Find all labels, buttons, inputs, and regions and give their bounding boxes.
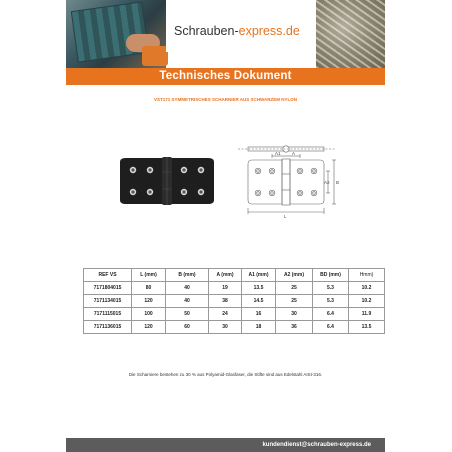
table-cell: 120 — [132, 295, 166, 308]
logo — [174, 24, 300, 38]
tools-photo — [66, 0, 166, 68]
title-band — [66, 68, 385, 85]
table-cell: 25 — [276, 295, 313, 308]
table-cell: 16 — [242, 308, 276, 321]
table-cell: 100 — [132, 308, 166, 321]
table-cell: 10.2 — [349, 295, 385, 308]
table-cell: 10.2 — [349, 282, 385, 295]
product-subtitle: VST171 SYMMETRISCHES SCHARNIER AUS SCHWARZEM NYLON — [153, 97, 298, 102]
col-header: A1 (mm) — [242, 269, 276, 282]
col-header: REF VS — [84, 269, 132, 282]
table-cell: 24 — [209, 308, 242, 321]
table-cell: 120 — [132, 321, 166, 334]
table-row — [84, 282, 385, 295]
col-header: Hmm) — [349, 269, 385, 282]
footer-bar — [66, 438, 385, 452]
col-header: A (mm) — [209, 269, 242, 282]
table-cell: 18 — [242, 321, 276, 334]
table-cell: 6.4 — [313, 321, 349, 334]
footer-email-link[interactable]: kundendienst@schrauben-express.de — [262, 442, 371, 448]
table-cell: 11.9 — [349, 308, 385, 321]
material-note: Die Scharniere bestehen zu 30 % aus Polyamid-Glasfaser, die Stifte sind aus Edelstahl AISI-316. — [128, 372, 323, 377]
logo-main: Schrauben- — [174, 24, 239, 38]
table-cell: 5.3 — [313, 295, 349, 308]
table-cell: 25 — [276, 282, 313, 295]
table-cell: 13.5 — [242, 282, 276, 295]
table-cell: 60 — [166, 321, 209, 334]
table-cell: 14.5 — [242, 295, 276, 308]
table-row — [84, 321, 385, 334]
col-header: B (mm) — [166, 269, 209, 282]
table-cell: 7171134015 — [84, 295, 132, 308]
table-cell: 5.3 — [313, 282, 349, 295]
table-cell: 7171136015 — [84, 321, 132, 334]
col-header: BD (mm) — [313, 269, 349, 282]
table-cell: 36 — [276, 321, 313, 334]
header-banner — [66, 0, 385, 68]
screws-photo — [316, 0, 385, 68]
table-cell: 80 — [132, 282, 166, 295]
table-cell: 50 — [166, 308, 209, 321]
table-cell: 7171115015 — [84, 308, 132, 321]
technical-drawing — [238, 144, 348, 220]
label-l: L — [284, 214, 287, 219]
label-a2: A2 — [324, 180, 330, 185]
label-b: B — [336, 180, 340, 185]
table-cell: 13.5 — [349, 321, 385, 334]
logo-accent: express.de — [238, 24, 300, 38]
table-row — [84, 308, 385, 321]
table-cell: 7171804015 — [84, 282, 132, 295]
table-cell: 6.4 — [313, 308, 349, 321]
table-cell: 38 — [209, 295, 242, 308]
table-cell: 40 — [166, 282, 209, 295]
dimensions-table — [83, 268, 385, 334]
table-header-row — [84, 269, 385, 282]
col-header: A2 (mm) — [276, 269, 313, 282]
table-cell: 30 — [209, 321, 242, 334]
table-cell: 19 — [209, 282, 242, 295]
hinge-product-image — [118, 156, 216, 206]
table-cell: 40 — [166, 295, 209, 308]
label-a: A — [292, 151, 296, 156]
document-title: Technisches Dokument — [159, 70, 292, 82]
col-header: L (mm) — [132, 269, 166, 282]
table-cell: 30 — [276, 308, 313, 321]
table-row — [84, 295, 385, 308]
label-a1: A1 — [275, 151, 281, 156]
